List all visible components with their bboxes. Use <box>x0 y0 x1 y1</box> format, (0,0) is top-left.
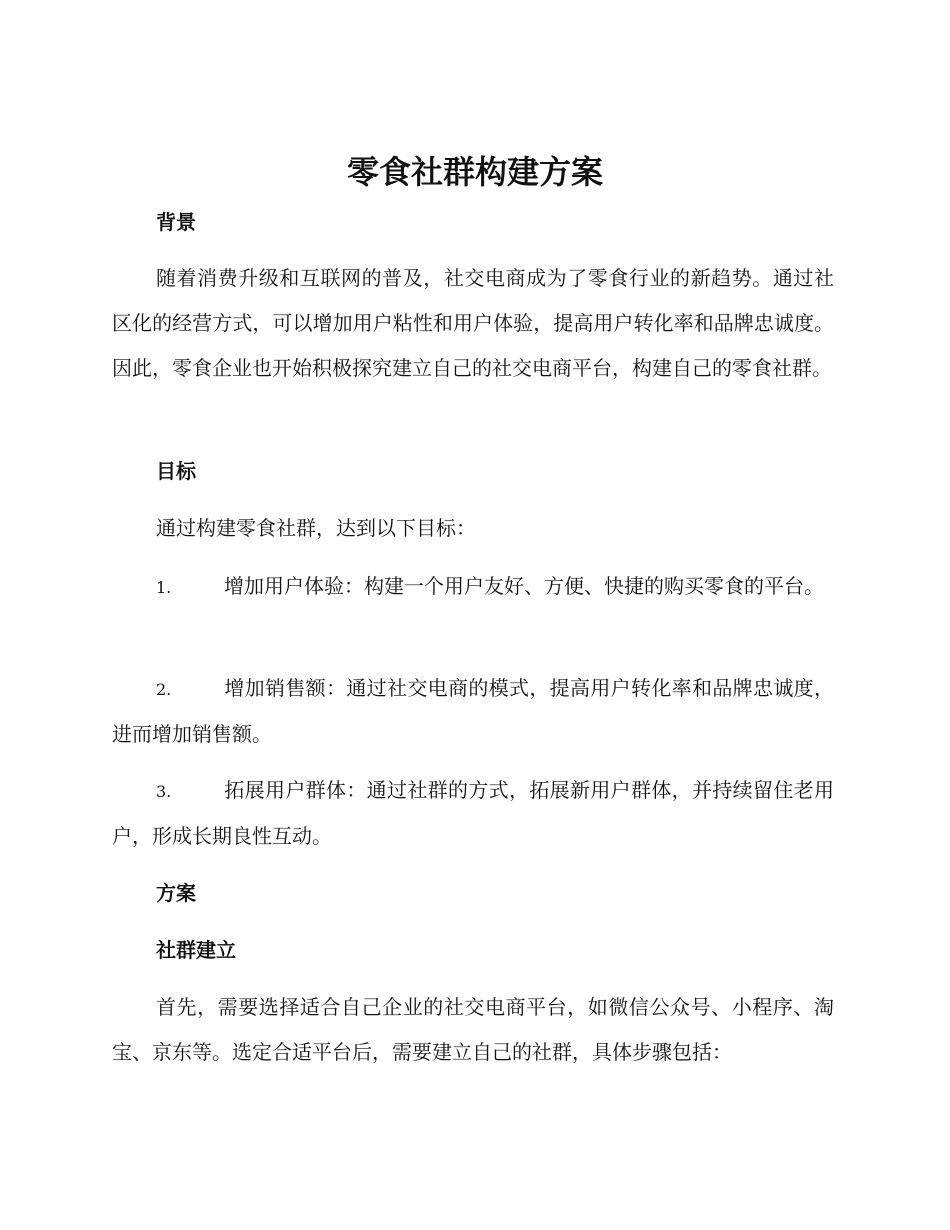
goal-list-item-3 <box>112 768 834 859</box>
goal-list-item-2 <box>112 666 834 757</box>
goal-list-item-1 <box>112 564 834 610</box>
goal-list-text: 拓展用户群体：通过社群的方式，拓展新用户群体，并持续留住老用户，形成长期良性互动。 <box>112 778 834 848</box>
subheading-community-setup: 社群建立 <box>156 938 236 962</box>
goal-list-number: 1. <box>156 578 172 597</box>
background-paragraph: 随着消费升级和互联网的普及，社交电商成为了零食行业的新趋势。通过社区化的经营方式，可以增加用户粘性和用户体验，提高用户转化率和品牌忠诚度。因此，零食企业也开始积极探究建立自己的社交电商平台，构建自己的零食社群。 <box>112 266 834 380</box>
goal-list-text: 增加销售额：通过社交电商的模式，提高用户转化率和品牌忠诚度，进而增加销售额。 <box>112 676 834 746</box>
goal-list-number: 2. <box>156 680 172 699</box>
section-heading-goals: 目标 <box>156 459 196 483</box>
plan-paragraph: 首先，需要选择适合自己企业的社交电商平台，如微信公众号、小程序、淘宝、京东等。选定合适平台后，需要建立自己的社群，具体步骤包括： <box>112 995 834 1064</box>
document-title: 零食社群构建方案 <box>346 153 603 191</box>
goal-list-text: 增加用户体验：构建一个用户友好、方便、快捷的购买零食的平台。 <box>224 574 824 598</box>
section-heading-plan: 方案 <box>156 881 196 905</box>
goal-list-number: 3. <box>156 782 172 801</box>
section-heading-background: 背景 <box>156 210 196 234</box>
goals-intro: 通过构建零食社群，达到以下目标： <box>156 516 476 540</box>
